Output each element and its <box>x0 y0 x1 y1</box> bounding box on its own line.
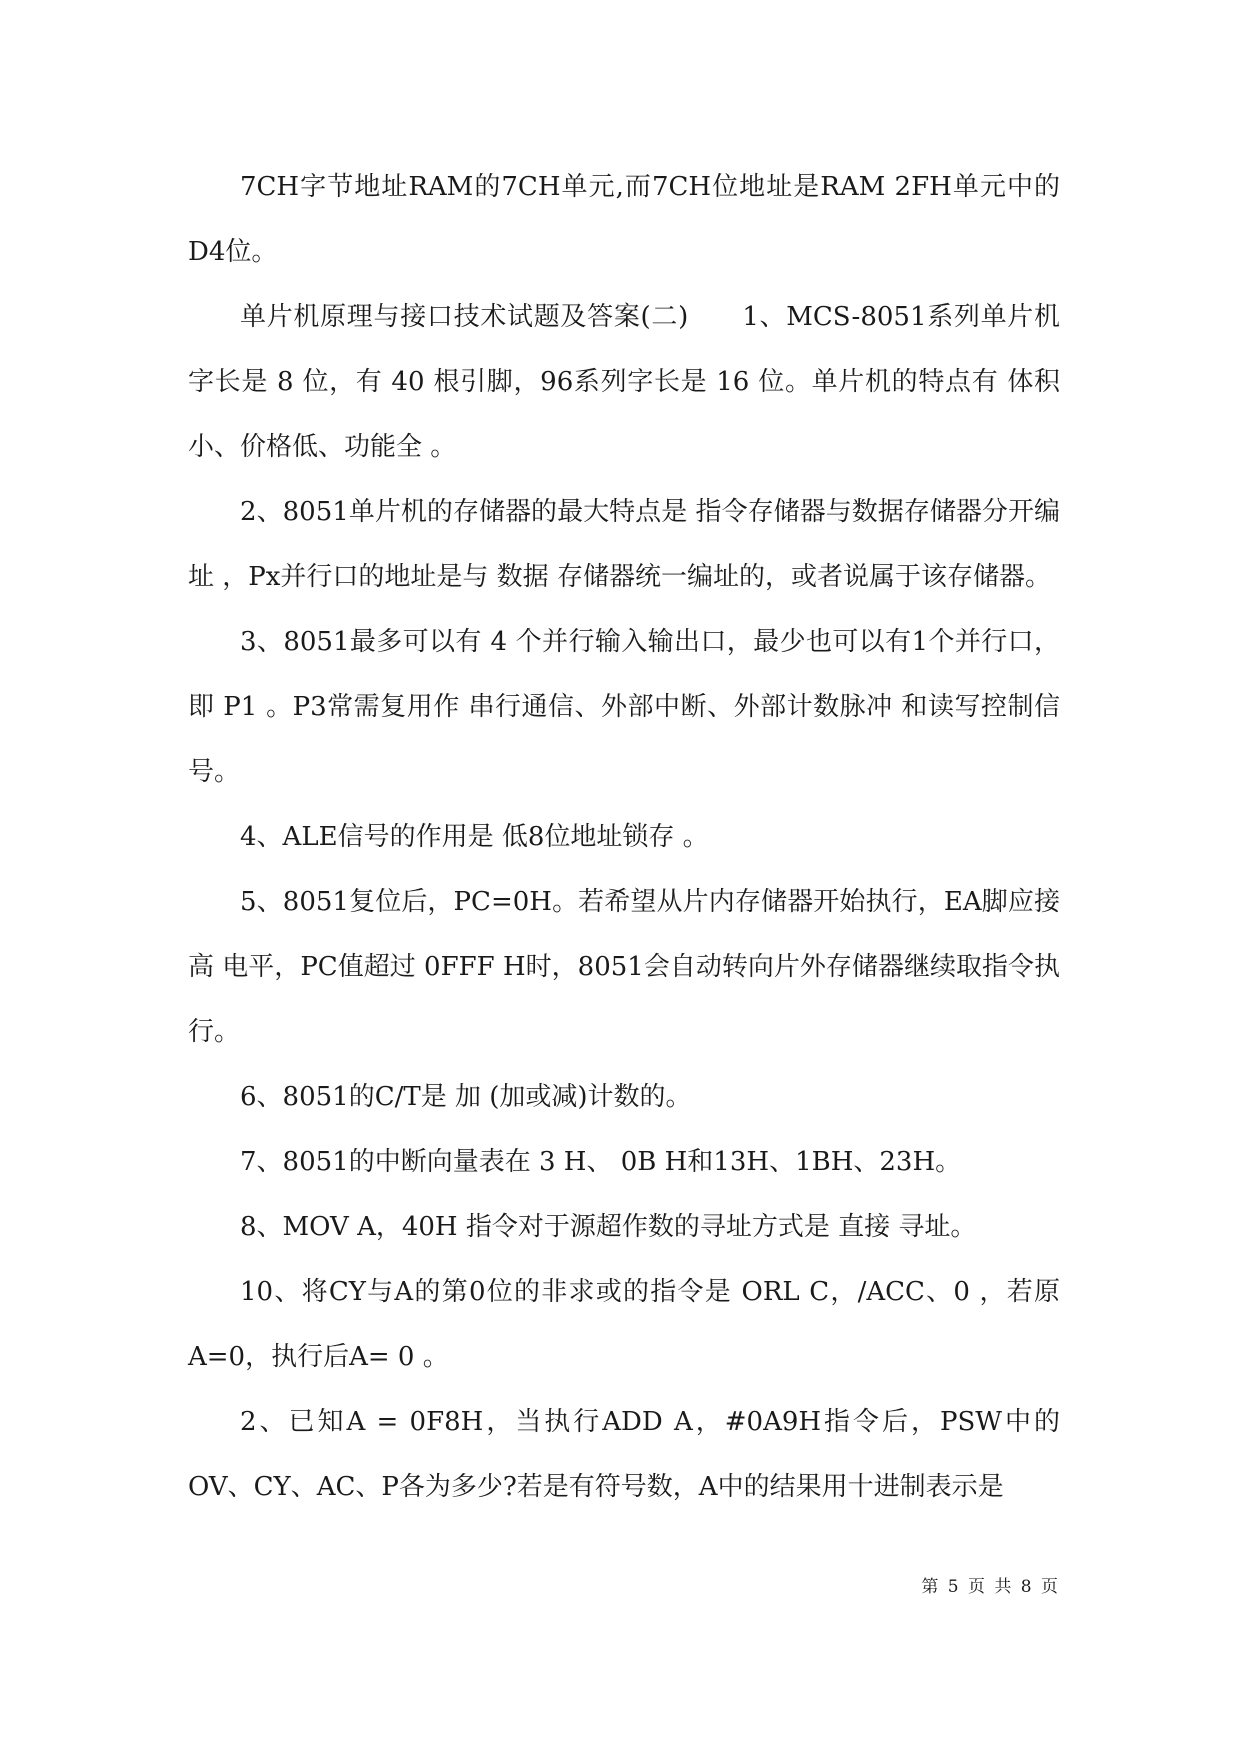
paragraph-4: 3、8051最多可以有 4 个并行输入输出口，最少也可以有1个并行口，即 P1 。P3常需复用作 串行通信、外部中断、外部计数脉冲 和读写控制信号。 <box>188 627 1060 787</box>
paragraph-2: 单片机原理与接口技术试题及答案(二) 1、MCS-8051系列单片机字长是 8 位，有 40 根引脚，96系列字长是 16 位。单片机的特点有 体积小、价格低、功能全 。 <box>188 302 1060 462</box>
paragraph-6: 5、8051复位后，PC=0H。若希望从片内存储器开始执行，EA脚应接 高 电平，PC值超过 0FFF H时，8051会自动转向片外存储器继续取指令执行。 <box>188 887 1060 1047</box>
paragraph-3: 2、8051单片机的存储器的最大特点是 指令存储器与数据存储器分开编址 ，Px并行口的地址是与 数据 存储器统一编址的，或者说属于该存储器。 <box>188 497 1060 592</box>
paragraph-11: 2、已知A = 0F8H，当执行ADD A，#0A9H指令后，PSW中的OV、CY、AC、P各为多少?若是有符号数，A中的结果用十进制表示是 <box>188 1407 1060 1502</box>
paragraph-10: 10、将CY与A的第0位的非求或的指令是 ORL C，/ACC、0 ，若原A=0，执行后A= 0 。 <box>188 1277 1060 1372</box>
document-body <box>188 155 1060 1520</box>
paragraph-9: 8、MOV A，40H 指令对于源超作数的寻址方式是 直接 寻址。 <box>240 1212 977 1242</box>
paragraph-5: 4、ALE信号的作用是 低8位地址锁存 。 <box>240 822 709 852</box>
paragraph-1: 7CH字节地址RAM的7CH单元,而7CH位地址是RAM 2FH单元中的D4位。 <box>188 172 1060 267</box>
paragraph-7: 6、8051的C/T是 加 (加或减)计数的。 <box>240 1082 692 1112</box>
page-number-footer: 第 5 页 共 8 页 <box>921 1577 1060 1597</box>
paragraph-8: 7、8051的中断向量表在 3 H、 0B H和13H、1BH、23H。 <box>240 1147 962 1177</box>
